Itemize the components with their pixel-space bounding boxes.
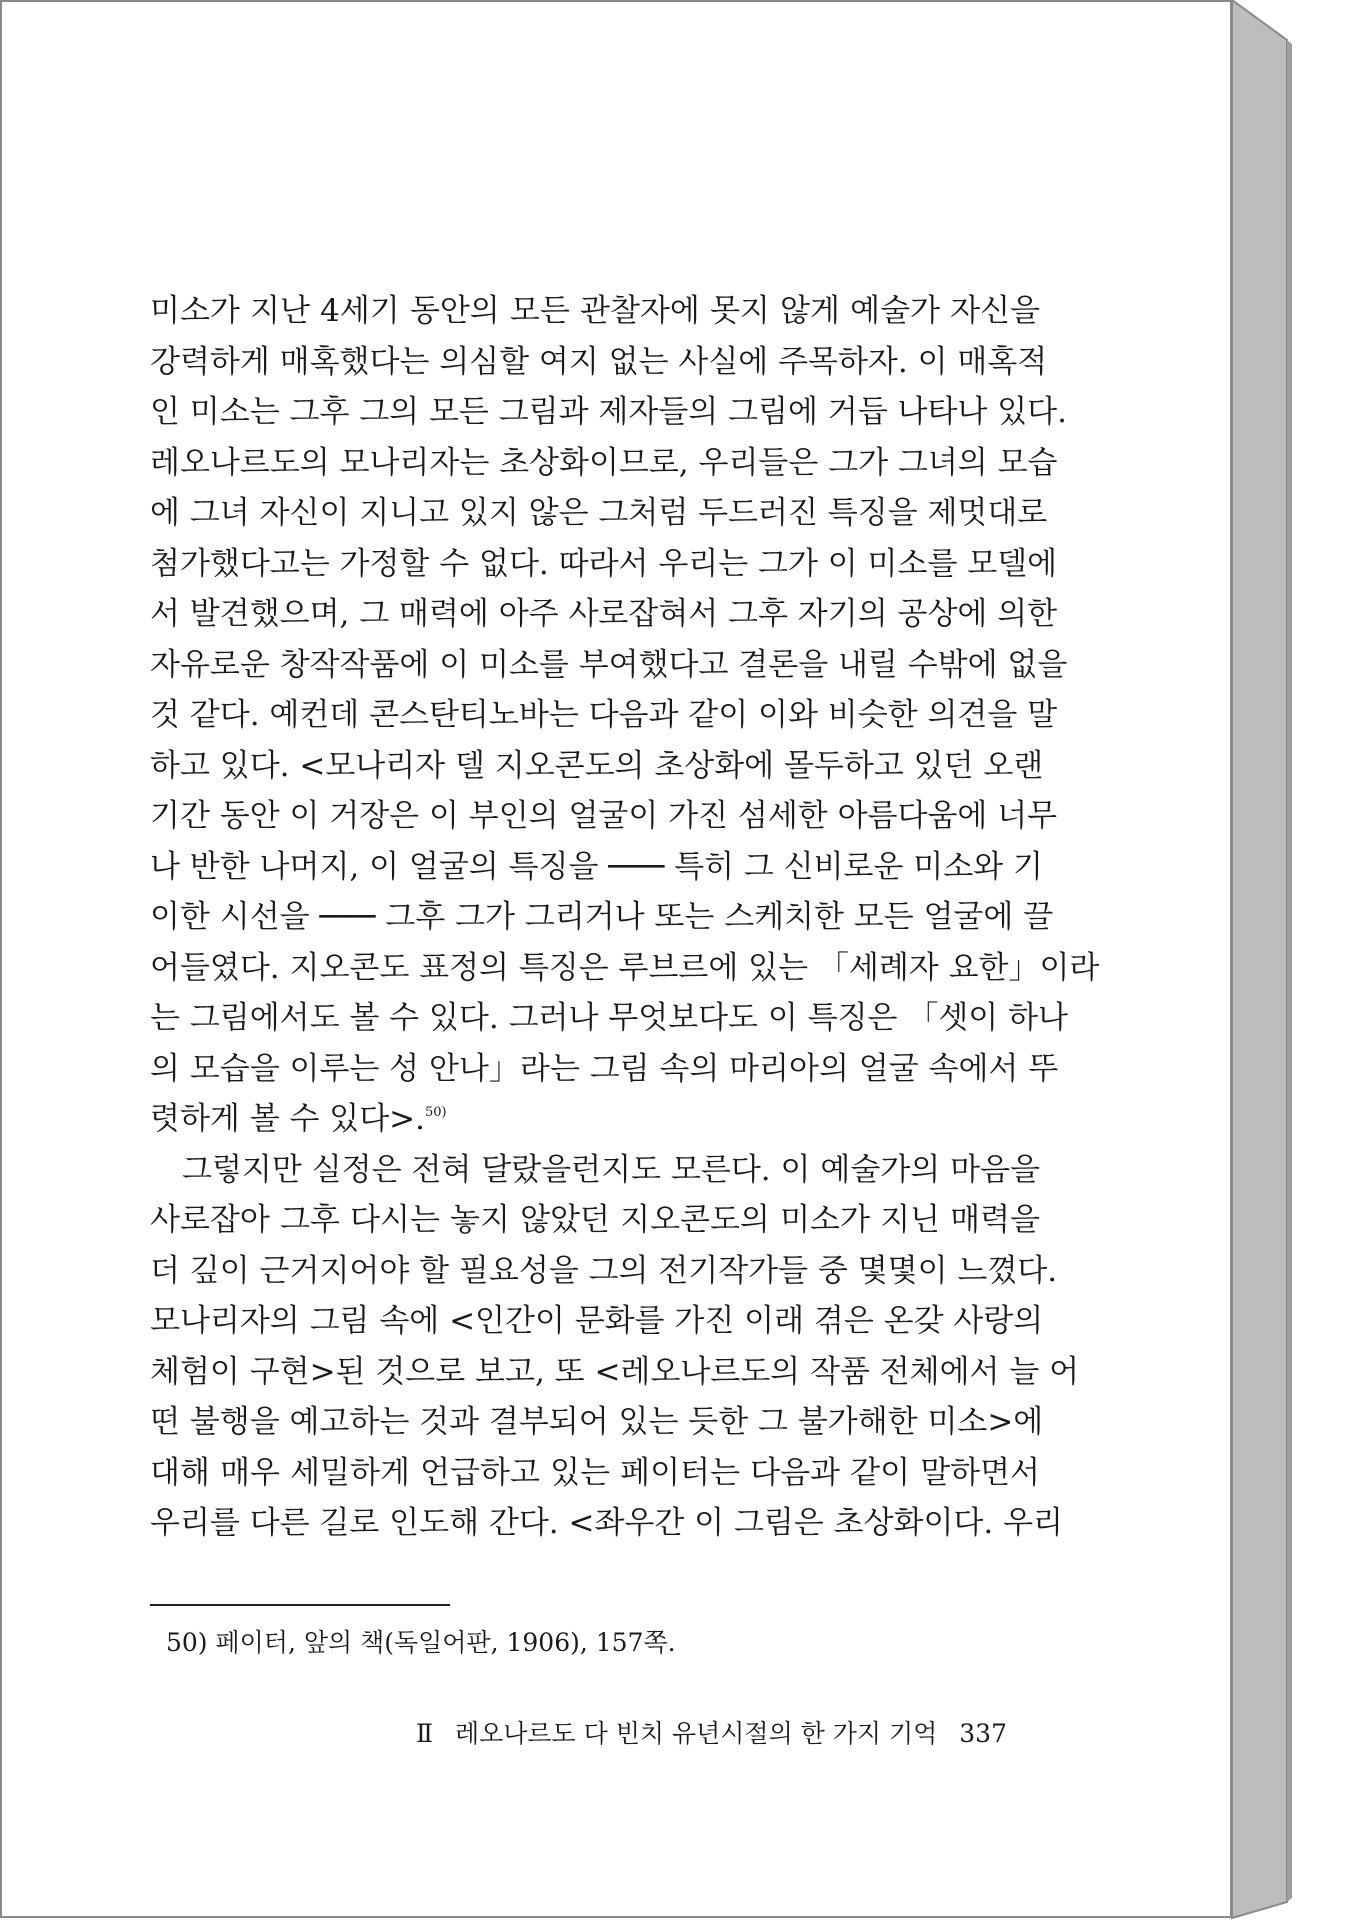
text-line: 인 미소는 그후 그의 모든 그림과 제자들의 그림에 거듭 나타나 있다. (150, 394, 1067, 430)
text-line: 사로잡아 그후 다시는 놓지 않았던 지오콘도의 미소가 지닌 매력을 (150, 1202, 1040, 1238)
chapter-number: Ⅱ (415, 1719, 433, 1748)
text-line: 자유로운 창작작품에 이 미소를 부여했다고 결론을 내릴 수밖에 없을 (150, 646, 1068, 683)
footnote-reference: 50) (425, 1105, 447, 1120)
text-line: 레오나르도의 모나리자는 초상화이므로, 우리들은 그가 그녀의 모습 (150, 444, 1058, 481)
text-line: 이한 시선을 ─── 그후 그가 그리거나 또는 스케치한 모든 얼굴에 끌 (150, 899, 1054, 935)
text-line: 체험이 구현>된 것으로 보고, 또 <레오나르도의 작품 전체에서 늘 어 (150, 1353, 1080, 1390)
page-number: 337 (959, 1719, 1007, 1748)
footnote: 50) 페이터, 앞의 책(독일어판, 1906), 157쪽. (166, 1628, 676, 1657)
body-text (150, 286, 1100, 1549)
text-line: 더 깊이 근거지어야 할 필요성을 그의 전기작가들 중 몇몇이 느꼈다. (150, 1252, 1058, 1289)
text-line: 에 그녀 자신이 지니고 있지 않은 그처럼 두드러진 특징을 제멋대로 (150, 495, 1048, 531)
text-line: 어들였다. 지오콘도 표정의 특징은 루브르에 있는 「세례자 요한」이라 (150, 949, 1100, 986)
text-line: 의 모습을 이루는 성 안나」라는 그림 속의 마리아의 얼굴 속에서 뚜 (150, 1050, 1059, 1087)
text-line: 모나리자의 그림 속에 <인간이 문화를 가진 이래 겪은 온갖 사랑의 (150, 1303, 1044, 1339)
text-line: 대해 매우 세밀하게 언급하고 있는 페이터는 다음과 같이 말하면서 (150, 1454, 1040, 1491)
paragraph-end-line (150, 1094, 1040, 1145)
text-line: 그렇지만 실정은 전혀 달랐을런지도 모른다. 이 예술가의 마음을 (182, 1151, 1040, 1188)
text-line: 우리를 다른 길로 인도해 간다. <좌우간 이 그림은 초상화이다. 우리 (150, 1505, 1063, 1541)
footnote-divider (150, 1604, 450, 1606)
chapter-title: 레오나르도 다 빈치 유년시절의 한 가지 기억 (454, 1719, 938, 1748)
text-line: 미소가 지난 4세기 동안의 모든 관찰자에 못지 않게 예술가 자신을 (150, 293, 1040, 329)
text-line: 하고 있다. <모나리자 델 지오콘도의 초상화에 몰두하고 있던 오랜 (150, 747, 1044, 784)
text-line-end: 렷하게 볼 수 있다>. (150, 1101, 426, 1137)
text-line: 첨가했다고는 가정할 수 없다. 따라서 우리는 그가 이 미소를 모델에 (150, 545, 1058, 582)
running-footer (416, 1714, 1007, 1750)
text-line: 는 그림에서도 볼 수 있다. 그러나 무엇보다도 이 특징은 「셋이 하나 (150, 1000, 1068, 1036)
text-line: 서 발견했으며, 그 매력에 아주 사로잡혀서 그후 자기의 공상에 의한 (150, 596, 1058, 632)
text-line: 떤 불행을 예고하는 것과 결부되어 있는 듯한 그 불가해한 미소>에 (150, 1404, 1044, 1440)
text-line: 기간 동안 이 거장은 이 부인의 얼굴이 가진 섬세한 아름다움에 너무 (150, 798, 1058, 834)
text-line: 것 같다. 예컨데 콘스탄티노바는 다음과 같이 이와 비슷한 의견을 말 (150, 697, 1058, 733)
text-line: 강력하게 매혹했다는 의심할 여지 없는 사실에 주목하자. 이 매혹적 (150, 343, 1048, 380)
text-line: 나 반한 나머지, 이 얼굴의 특징을 ─── 특히 그 신비로운 미소와 기 (150, 848, 1043, 885)
